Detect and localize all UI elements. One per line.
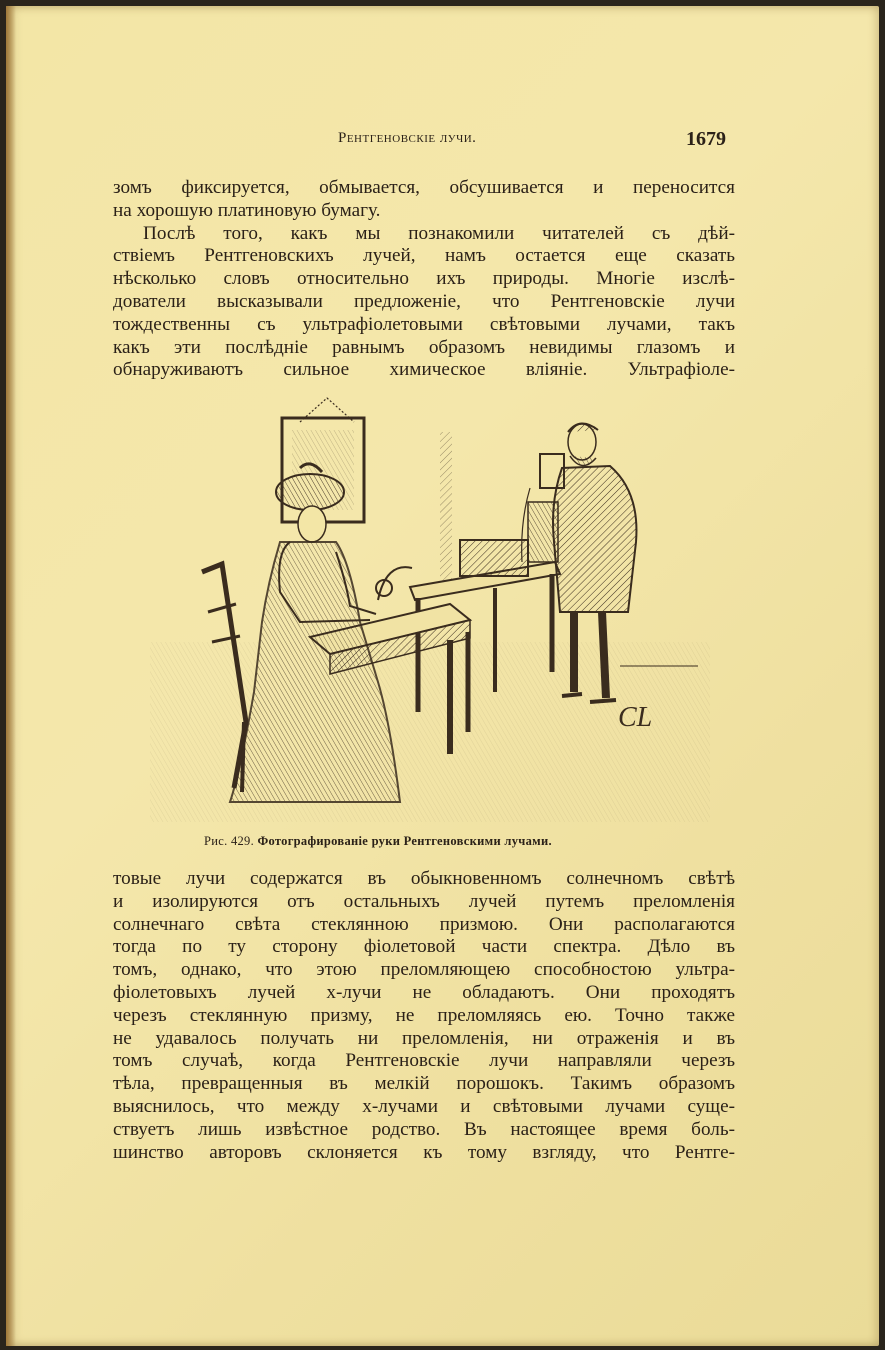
- text-line: на хорошую платиновую бумагу.: [113, 199, 381, 221]
- text-line: и изолируются отъ остальныхъ лучей путемъ преломленія: [113, 890, 735, 912]
- figure-caption-text: Фотографированіе руки Рентгеновскими лучами.: [257, 834, 552, 848]
- text-line: тождественны съ ультрафіолетовыми свѣтовыми лучами, такъ: [113, 313, 735, 335]
- text-line: ствуетъ лишь извѣстное родство. Въ настоящее время боль-: [113, 1118, 735, 1140]
- text-line: тѣла, превращенныя въ мелкій порошокъ. Такимъ образомъ: [113, 1073, 735, 1095]
- text-line: дователи высказывали предложеніе, что Рентгеновскіе лучи: [113, 290, 735, 312]
- figure-caption: [204, 834, 724, 849]
- hat: [276, 474, 344, 510]
- induction-coil: [460, 540, 528, 576]
- text-line: томъ случаѣ, когда Рентгеновскіе лучи направляли черезъ: [113, 1050, 735, 1072]
- engraving-drawing: [150, 392, 710, 824]
- artist-signature: CL: [618, 702, 653, 733]
- running-title: Рентгеновскіе лучи.: [338, 130, 477, 146]
- text-line: ствіемъ Рентгеновскихъ лучей, намъ остается еще сказать: [113, 245, 735, 267]
- text-line: нѣсколько словъ относительно ихъ природы. Многіе изслѣ-: [113, 268, 735, 290]
- paragraph-top: [113, 177, 735, 382]
- text-line: фіолетовыхъ лучей x-лучи не обладаютъ. Они проходятъ: [113, 981, 735, 1003]
- text-line: черезъ стеклянную призму, не преломляясь ею. Точно также: [113, 1004, 735, 1026]
- paragraph-bottom: [113, 868, 735, 1164]
- text-line: Послѣ того, какъ мы познакомили читателей съ дѣй-: [143, 222, 735, 244]
- text-line: шинство авторовъ склоняется къ тому взгляду, что Рентге-: [113, 1141, 735, 1163]
- text-line: тогда по ту сторону фіолетовой части спектра. Дѣло въ: [113, 936, 735, 958]
- figure-number: Рис. 429.: [204, 834, 255, 848]
- partition: [440, 432, 452, 582]
- text-line: какъ эти послѣдніе равнымъ образомъ невидимы глазомъ и: [113, 336, 735, 358]
- text-line: солнечнаго свѣта стеклянною призмою. Они располагаются: [113, 913, 735, 935]
- page-binding-shadow: [6, 6, 16, 1346]
- text-line: выяснилось, что между x-лучами и свѣтовыми лучами суще-: [113, 1095, 735, 1117]
- engraving-illustration: [150, 392, 710, 824]
- text-line: томъ, однако, что этою преломляющею способностою ультра-: [113, 959, 735, 981]
- text-line: обнаруживаютъ сильное химическое вліяніе. Ультрафіоле-: [113, 359, 735, 381]
- text-line: зомъ фиксируется, обмывается, обсушивается и переносится: [113, 177, 735, 198]
- text-line: не удавалось получать ни преломленія, ни отраженія и въ: [113, 1027, 735, 1049]
- page-number: 1679: [686, 128, 726, 150]
- text-line: товые лучи содержатся въ обыкновенномъ солнечномъ свѣтѣ: [113, 868, 735, 889]
